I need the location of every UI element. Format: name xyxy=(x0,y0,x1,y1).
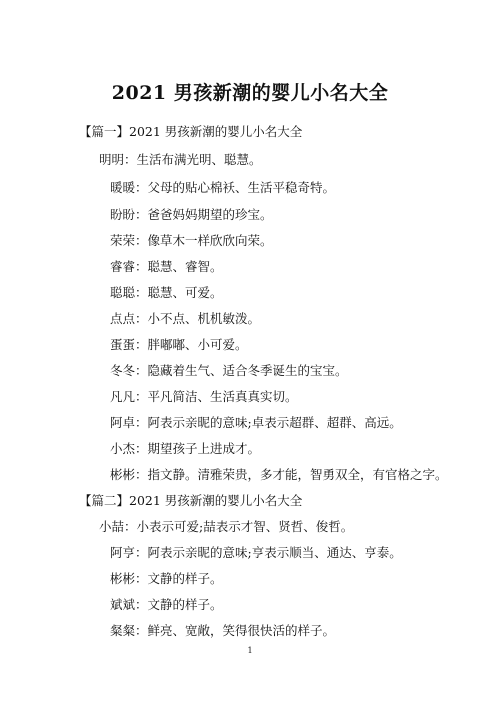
page-title: 2021 男孩新潮的婴儿小名大全 xyxy=(111,82,389,104)
section-heading-2: 【篇二】2021 男孩新潮的婴儿小名大全 xyxy=(79,493,303,508)
entry-line: 盼盼：爸爸妈妈期望的珍宝。 xyxy=(110,207,273,222)
entry-line: 斌斌：文静的样子。 xyxy=(110,597,223,612)
entry-line: 彬彬：文静的样子。 xyxy=(110,571,223,586)
entry-line: 小喆：小表示可爱;喆表示才智、贤哲、俊哲。 xyxy=(99,519,354,534)
entry-line: 荣荣：像草木一样欣欣向荣。 xyxy=(110,233,273,248)
entry-line: 暖暖：父母的贴心棉袄、生活平稳奇特。 xyxy=(110,180,336,195)
entry-line: 阿亨：阿表示亲昵的意味;亨表示顺当、通达、亨泰。 xyxy=(110,545,402,560)
entry-line: 小杰：期望孩子上进成才。 xyxy=(110,441,261,456)
entry-line: 聪聪：聪慧、可爱。 xyxy=(110,285,223,300)
entry-line: 粲粲：鲜亮、宽敞，笑得很快活的样子。 xyxy=(110,623,336,638)
entry-line: 明明：生活布满光明、聪慧。 xyxy=(99,152,262,167)
entry-line: 冬冬：隐藏着生气、适合冬季诞生的宝宝。 xyxy=(110,363,348,378)
entry-line: 彬彬：指文静。清雅荣贵，多才能，智勇双全，有官格之字。 xyxy=(110,467,448,482)
entry-line: 蛋蛋：胖嘟嘟、小可爱。 xyxy=(110,337,248,352)
page-number: 1 xyxy=(247,646,253,655)
entry-line: 凡凡：平凡简洁、生活真真实切。 xyxy=(110,389,298,404)
entry-line: 阿卓：阿表示亲昵的意味;卓表示超群、超群、高远。 xyxy=(110,415,402,430)
entry-line: 点点：小不点、机机敏泼。 xyxy=(110,311,261,326)
section-heading-1: 【篇一】2021 男孩新潮的婴儿小名大全 xyxy=(79,124,303,139)
entry-line: 睿睿：聪慧、睿智。 xyxy=(110,259,223,274)
